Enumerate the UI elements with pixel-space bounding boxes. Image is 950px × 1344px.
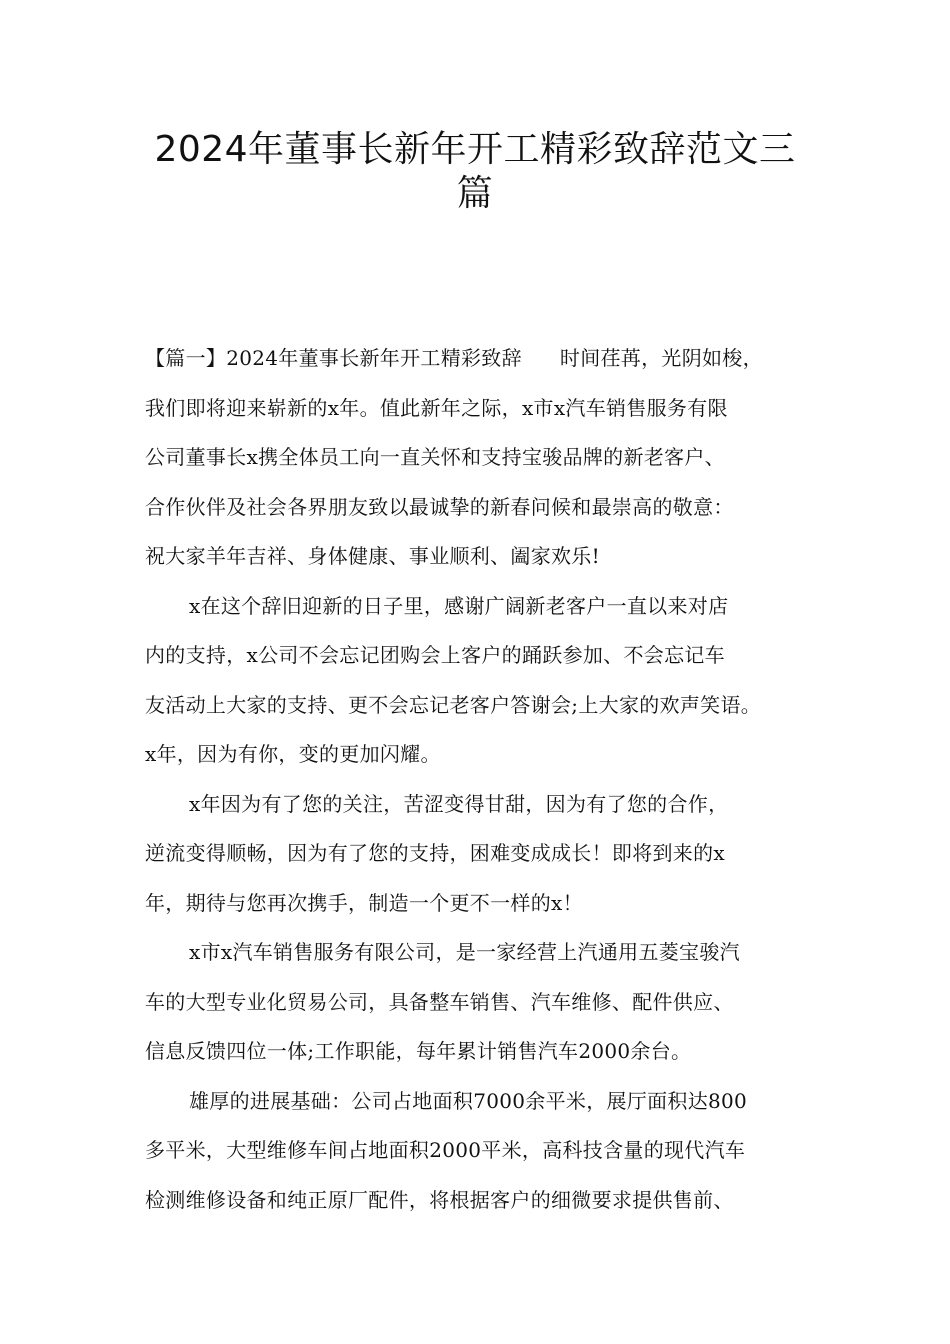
body-line-intro-text: 时间荏苒，光阴如梭， <box>559 346 763 370</box>
body-line: 内的支持，x公司不会忘记团购会上客户的踊跃参加、不会忘记车 <box>145 643 725 667</box>
body-line: 公司董事长x携全体员工向一直关怀和支持宝骏品牌的新老客户、 <box>145 445 725 469</box>
body-line-intro <box>145 334 820 384</box>
body-line: 年，期待与您再次携手，制造一个更不一样的x！ <box>145 890 583 915</box>
body-line: 多平米，大型维修车间占地面积2000平米，高科技含量的现代汽车 <box>145 1138 746 1162</box>
title-line-2: 篇 <box>456 173 494 214</box>
body-line: 我们即将迎来崭新的x年。值此新年之际，x市x汽车销售服务有限 <box>145 395 728 420</box>
body-line: 逆流变得顺畅，因为有了您的支持，困难变成成长！即将到来的x <box>145 841 725 865</box>
body-line: x年，因为有你，变的更加闪耀。 <box>145 742 441 766</box>
document-title <box>120 128 830 216</box>
body-line: 车的大型专业化贸易公司，具备整车销售、汽车维修、配件供应、 <box>145 989 734 1014</box>
document-body <box>145 334 820 1225</box>
title-line-1: 2024年董事长新年开工精彩致辞范文三 <box>154 129 796 170</box>
section-heading: 【篇一】2024年董事长新年开工精彩致辞 <box>145 346 522 370</box>
body-line: 友活动上大家的支持、更不会忘记老客户答谢会;上大家的欢声笑语。 <box>145 692 762 717</box>
body-line: 信息反馈四位一体;工作职能，每年累计销售汽车2000余台。 <box>145 1039 692 1063</box>
paragraph-start-line: x在这个辞旧迎新的日子里，感谢广阔新老客户一直以来对店 <box>189 593 729 618</box>
body-line: 祝大家羊年吉祥、身体健康、事业顺利、阖家欢乐! <box>145 544 600 568</box>
body-line: 检测维修设备和纯正原厂配件，将根据客户的细微要求提供售前、 <box>145 1187 734 1212</box>
body-line: 合作伙伴及社会各界朋友致以最诚挚的新春问候和最崇高的敬意： <box>145 494 734 519</box>
paragraph-start-line: x年因为有了您的关注，苦涩变得甘甜，因为有了您的合作， <box>189 791 729 816</box>
paragraph-start-line: 雄厚的进展基础：公司占地面积7000余平米，展厅面积达800 <box>189 1088 748 1113</box>
paragraph-start-line: x市x汽车销售服务有限公司，是一家经营上汽通用五菱宝骏汽 <box>189 940 740 964</box>
